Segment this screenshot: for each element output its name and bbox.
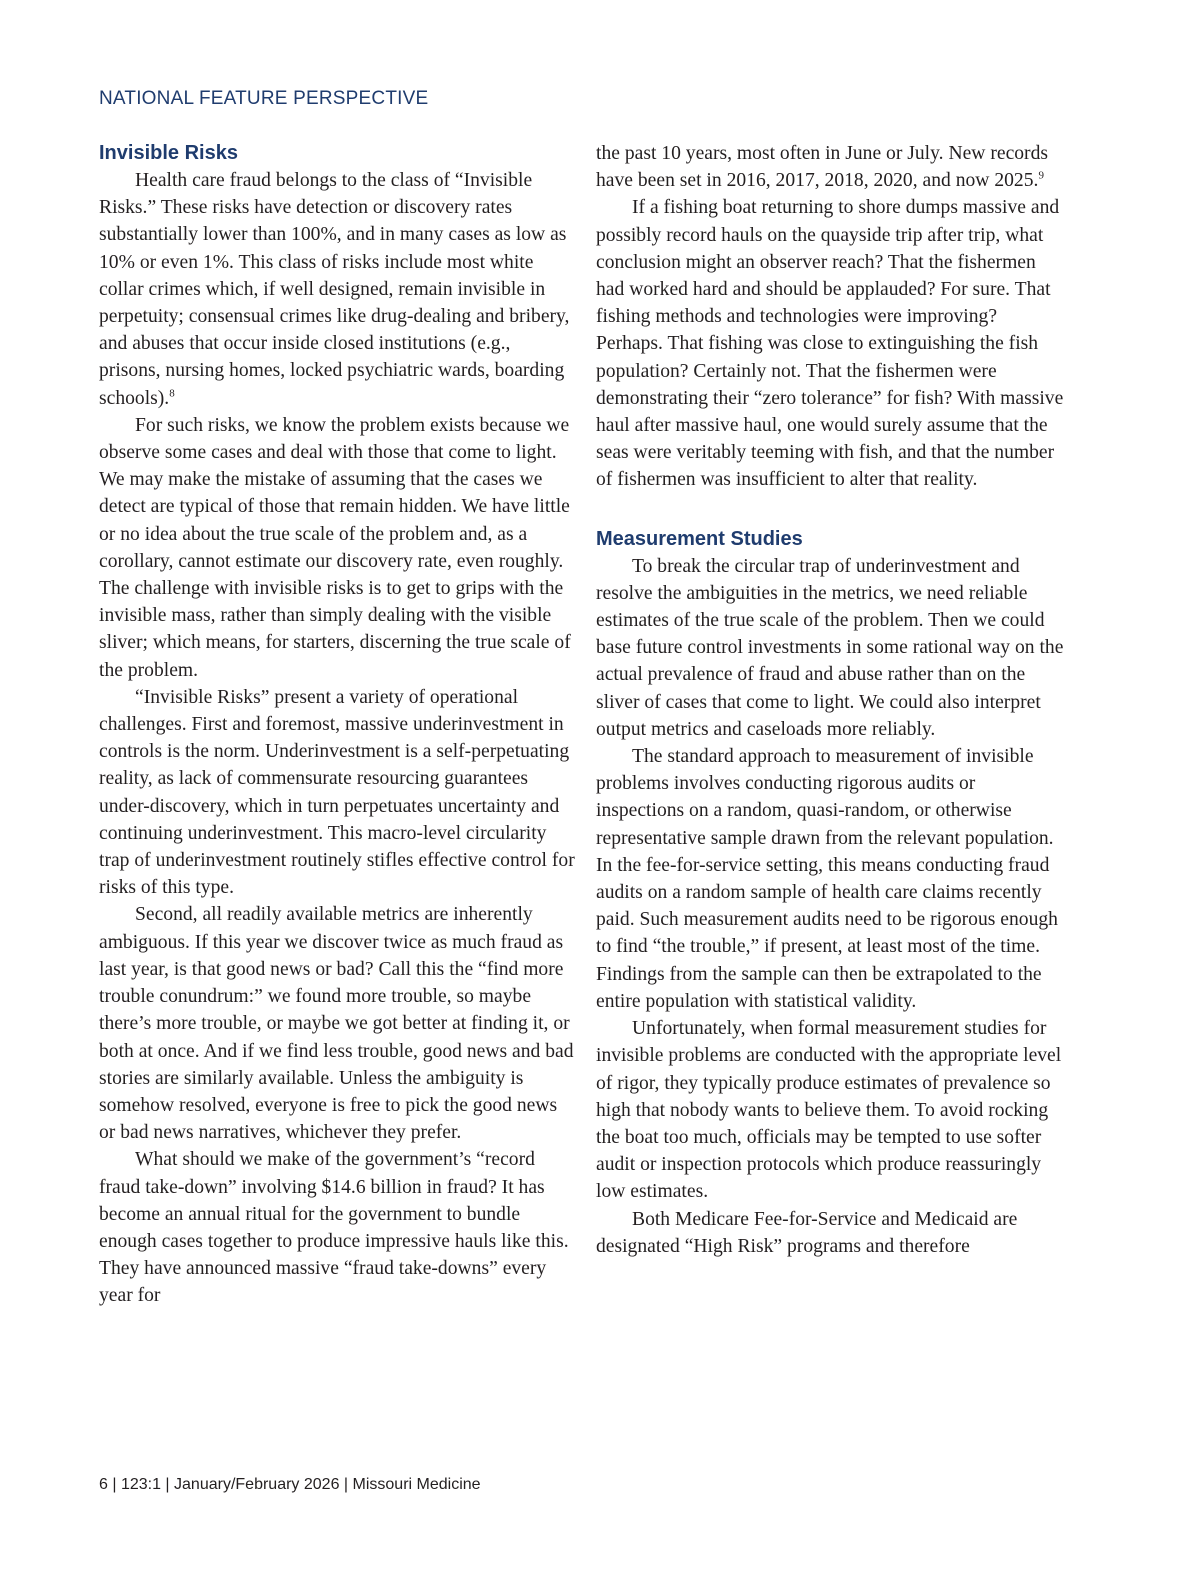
heading-invisible-risks: Invisible Risks bbox=[99, 142, 238, 164]
paragraph: Both Medicare Fee-for-Service and Medicaid are designated “High Risk” programs and therefore bbox=[596, 1208, 1018, 1257]
right-column bbox=[596, 140, 1066, 1260]
paragraph: To break the circular trap of underinvestment and resolve the ambiguities in the metrics, we need reliable estimates of the true scale of the problem. Then we could base future control investments in some rational way on the actual prevalence of fraud and abuse rather than on the sliver of cases that come to light. We could also interpret output metrics and caseloads more reliably. bbox=[596, 555, 1064, 740]
paragraph: The standard approach to measurement of invisible problems involves conducting rigorous audits or inspections on a random, quasi-random, or otherwise representative sample drawn from the relevant population. In the fee-for-service setting, this means conducting fraud audits on a random sample of health care claims recently paid. Such measurement audits need to be rigorous enough to find “the trouble,” if present, at least most of the time. Findings from the sample can then be extrapolated to the entire population with statistical validity. bbox=[596, 746, 1058, 1012]
paragraph: If a fishing boat returning to shore dumps massive and possibly record hauls on the quayside trip after trip, what conclusion might an observer reach? That the fishermen had worked hard and should be applauded? For sure. That fishing methods and technologies were improving? Perhaps. That fishing was close to extinguishing the fish population? Certainly not. That the fishermen were demonstrating their “zero tolerance” for fish? With massive haul after massive haul, one would surely assume that the seas were veritably teeming with fish, and that the number of fishermen was insufficient to alter that reality. bbox=[596, 197, 1064, 491]
paragraph: Second, all readily available metrics are inherently ambiguous. If this year we discover twice as much fraud as last year, is that good news or bad? Call this the “find more trouble conundrum:” we found more trouble, so maybe there’s more trouble, or maybe we got better at finding it, or both at once. And if we find less trouble, good news and bad stories are similarly available. Unless the ambiguity is somehow resolved, everyone is free to pick the good news or bad news narratives, whichever they prefer. bbox=[99, 904, 574, 1144]
reference-9[interactable]: 9 bbox=[1038, 169, 1044, 182]
section-label: NATIONAL FEATURE PERSPECTIVE bbox=[99, 88, 429, 109]
left-column bbox=[99, 140, 575, 1310]
reference-8[interactable]: 8 bbox=[169, 387, 175, 400]
paragraph: “Invisible Risks” present a variety of operational challenges. First and foremost, massive underinvestment in controls is the norm. Underinvestment is a self-perpetuating reality, as lack of commensurate resourcing guarantees under-discovery, which in turn perpetuates uncertainty and continuing underinvestment. This macro-level circularity trap of underinvestment routinely stifles effective control for risks of this type. bbox=[99, 686, 575, 899]
paragraph: What should we make of the government’s “record fraud take-down” involving $14.6 billion in fraud? It has become an annual ritual for the government to bundle enough cases together to produce impressive hauls like this. They have announced massive “fraud take-downs” every year for bbox=[99, 1149, 569, 1307]
page-footer: 6 | 123:1 | January/February 2026 | Missouri Medicine bbox=[99, 1476, 481, 1493]
paragraph bbox=[99, 167, 575, 412]
paragraph bbox=[596, 140, 1066, 194]
paragraph: For such risks, we know the problem exists because we observe some cases and deal with those that come to light. We may make the mistake of assuming that the cases we detect are typical of those that remain hidden. We have little or no idea about the true scale of the problem and, as a corollary, cannot estimate our discovery rate, even roughly. The challenge with invisible risks is to get to grips with the invisible mass, rather than simply dealing with the visible sliver; which means, for starters, discerning the true scale of the problem. bbox=[99, 414, 571, 681]
paragraph-text: Health care fraud belongs to the class of “Invisible Risks.” These risks have detection or discovery rates substantially lower than 100%, and in many cases as low as 10% or even 1%. This class of risks include most white collar crimes which, if well designed, remain invisible in perpetuity; consensual crimes like drug-dealing and bribery, and abuses that occur inside closed institutions (e.g., prisons, nursing homes, locked psychiatric wards, boarding schools). bbox=[99, 170, 570, 409]
heading-measurement-studies: Measurement Studies bbox=[596, 527, 803, 550]
paragraph: Unfortunately, when formal measurement studies for invisible problems are conducted with the appropriate level of rigor, they typically produce estimates of prevalence so high that nobody wants to believe them. To avoid rocking the boat too much, officials may be tempted to use softer audit or inspection protocols which produce reassuringly low estimates. bbox=[596, 1018, 1062, 1203]
paragraph-text: the past 10 years, most often in June or July. New records have been set in 2016, 2017, 2018, 2020, and now 2025. bbox=[596, 143, 1049, 192]
